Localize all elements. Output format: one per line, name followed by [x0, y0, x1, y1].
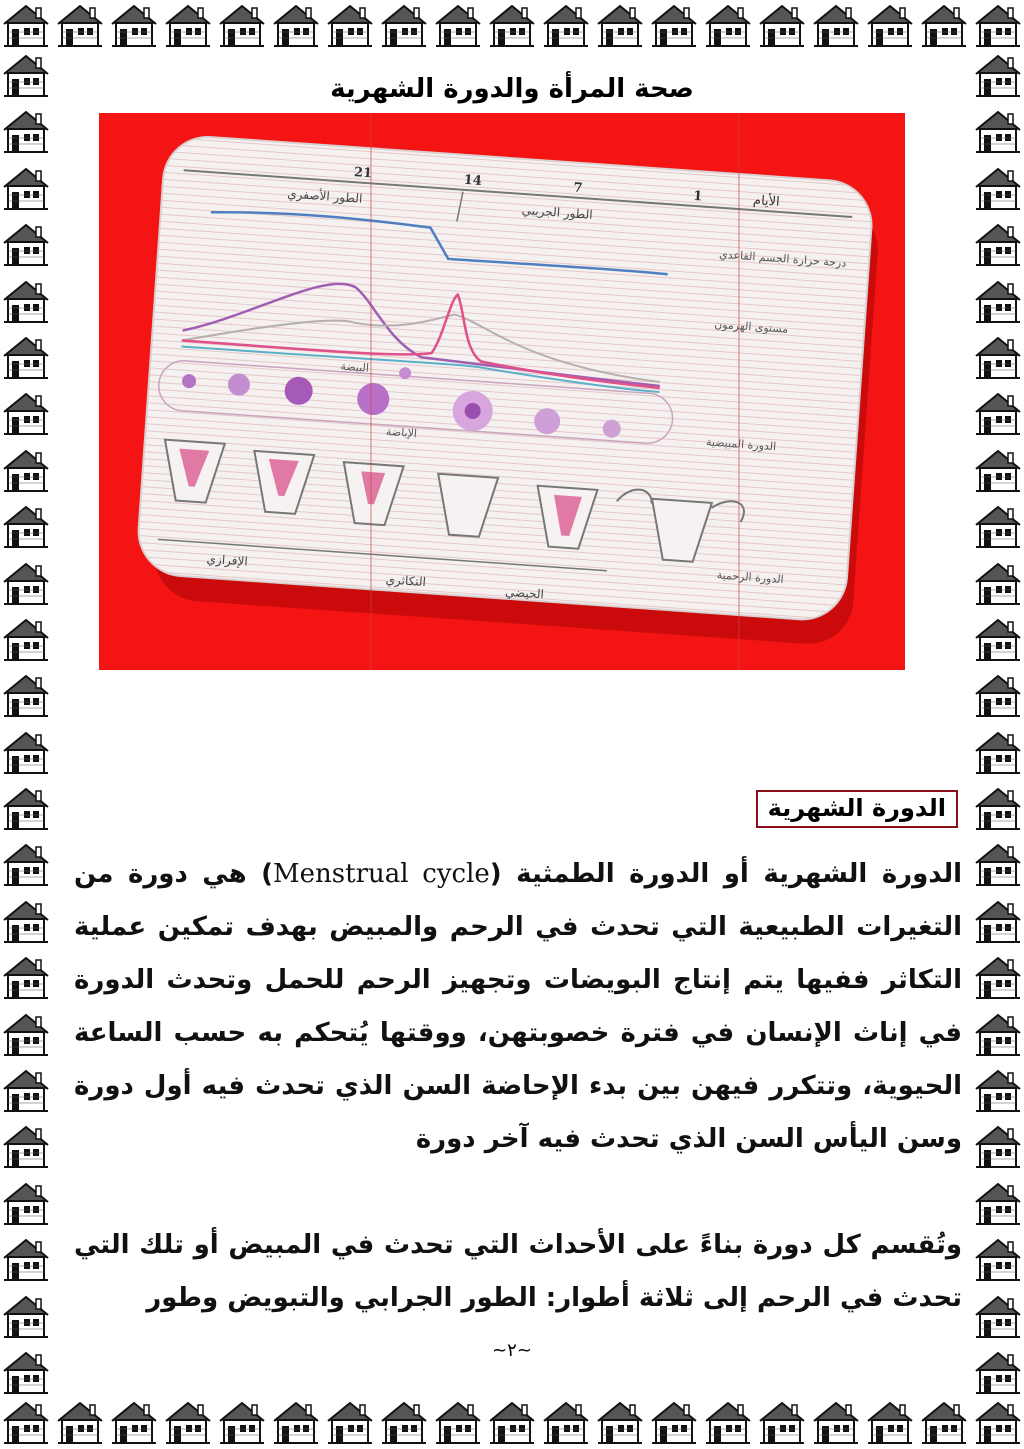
house-icon: [594, 1399, 646, 1447]
house-icon: [0, 108, 52, 156]
house-icon: [810, 1399, 862, 1447]
bottom-border: [0, 1399, 1024, 1447]
house-icon: [216, 2, 268, 50]
house-icon: [378, 1399, 430, 1447]
paragraph-1-latin-term: Menstrual cycle: [273, 859, 490, 889]
house-icon: [270, 2, 322, 50]
paragraph-2: وتُقسم كل دورة بناءً على الأحداث التي تحدث في المبيض أو تلك التي تحدث في الرحم إلى ثلاثة أطوار: الطور الجرابي والتبويض وطور: [74, 1230, 962, 1313]
uterine-cycle-label: الدورة الرحمية: [716, 568, 785, 587]
day-21-label: 21: [353, 165, 373, 182]
house-icon: [864, 2, 916, 50]
house-icon: [0, 2, 52, 50]
house-icon: [756, 2, 808, 50]
house-icon: [0, 1349, 52, 1397]
house-icon: [486, 1399, 538, 1447]
house-icon: [972, 785, 1024, 833]
house-icon: [648, 1399, 700, 1447]
left-border: [0, 52, 52, 1397]
house-icon: [702, 1399, 754, 1447]
house-icon: [0, 447, 52, 495]
house-icon: [54, 1399, 106, 1447]
house-icon: [432, 1399, 484, 1447]
house-icon: [0, 616, 52, 664]
house-icon: [972, 1067, 1024, 1115]
page-title: صحة المرأة والدورة الشهرية: [330, 74, 694, 104]
day-1-label: 1: [692, 188, 703, 205]
house-icon: [0, 221, 52, 269]
house-icon: [810, 2, 862, 50]
house-icon: [972, 1399, 1024, 1447]
house-icon: [972, 2, 1024, 50]
house-icon: [0, 1123, 52, 1171]
hormone-level-label: مستوى الهرمون: [713, 317, 789, 336]
house-icon: [972, 52, 1024, 100]
house-icon: [486, 2, 538, 50]
house-icon: [918, 1399, 970, 1447]
paragraph-1-rest: ) هي دورة من التغيرات الطبيعية التي تحدث في الرحم والمبيض بهدف تمكين عملية التكاثر ففيها يتم إنتاج البويضات وتجهيز الرحم للحمل وتحدث الدورة في إناث الإنسان في فترة خصوبتهن، ووقتها يُتحكم به حسب الساعة الحيوية، وتتكرر فيهن بين بدء الإحاضة السن الذي تحدث فيه أول دورة وسن اليأس السن الذي تحدث فيه آخر دورة: [74, 859, 962, 1154]
house-icon: [918, 2, 970, 50]
house-icon: [0, 1399, 52, 1447]
house-icon: [0, 503, 52, 551]
house-icon: [162, 2, 214, 50]
house-icon: [0, 1067, 52, 1115]
luteal-phase-label: الطور الأصفري: [286, 186, 363, 206]
house-icon: [864, 1399, 916, 1447]
page-number: ~٢~: [492, 1340, 532, 1361]
house-icon: [540, 1399, 592, 1447]
house-icon: [378, 2, 430, 50]
house-icon: [0, 729, 52, 777]
body-text: [74, 848, 962, 1325]
house-icon: [54, 2, 106, 50]
house-icon: [0, 52, 52, 100]
ovulation-label: الإباضة: [385, 425, 418, 441]
house-icon: [972, 390, 1024, 438]
house-icon: [972, 1236, 1024, 1284]
menstrual-cycle-diagram: [99, 113, 905, 670]
house-icon: [0, 165, 52, 213]
house-icon: [324, 2, 376, 50]
menstrual-label: الحيضي: [504, 584, 545, 602]
house-icon: [972, 672, 1024, 720]
ovarian-cycle-label: الدورة المبيضية: [705, 435, 777, 454]
house-icon: [972, 560, 1024, 608]
house-icon: [0, 560, 52, 608]
house-icon: [972, 616, 1024, 664]
house-icon: [594, 2, 646, 50]
house-icon: [324, 1399, 376, 1447]
house-icon: [162, 1399, 214, 1447]
house-icon: [0, 390, 52, 438]
house-icon: [972, 447, 1024, 495]
house-icon: [756, 1399, 808, 1447]
house-icon: [0, 672, 52, 720]
house-icon: [972, 1123, 1024, 1171]
house-icon: [972, 841, 1024, 889]
house-icon: [648, 2, 700, 50]
proliferative-label: التكاثري: [385, 572, 427, 590]
right-border: [972, 52, 1024, 1397]
day-7-label: 7: [572, 180, 584, 197]
house-icon: [0, 278, 52, 326]
house-icon: [972, 503, 1024, 551]
days-label: الأيام: [752, 193, 781, 210]
house-icon: [702, 2, 754, 50]
house-icon: [108, 2, 160, 50]
follicular-phase-label: الطور الجريبي: [521, 202, 594, 222]
menstrual-cycle-figure: [99, 113, 905, 670]
house-icon: [0, 898, 52, 946]
house-icon: [972, 954, 1024, 1002]
house-icon: [0, 954, 52, 1002]
house-icon: [972, 1011, 1024, 1059]
house-icon: [972, 108, 1024, 156]
house-icon: [0, 841, 52, 889]
paragraph-1-start: الدورة الشهرية أو الدورة الطمثية (: [489, 859, 963, 889]
house-icon: [0, 1293, 52, 1341]
house-icon: [972, 165, 1024, 213]
house-icon: [972, 334, 1024, 382]
house-icon: [432, 2, 484, 50]
house-icon: [108, 1399, 160, 1447]
house-icon: [972, 278, 1024, 326]
egg-label: البيضة: [340, 359, 370, 375]
day-14-label: 14: [463, 172, 483, 190]
house-icon: [972, 1293, 1024, 1341]
section-heading: الدورة الشهرية: [756, 790, 958, 828]
house-icon: [972, 898, 1024, 946]
secretory-label: الإفرازي: [206, 551, 249, 569]
house-icon: [0, 1180, 52, 1228]
house-icon: [972, 1349, 1024, 1397]
house-icon: [972, 729, 1024, 777]
top-border: [0, 2, 1024, 50]
house-icon: [0, 1011, 52, 1059]
house-icon: [270, 1399, 322, 1447]
house-icon: [0, 785, 52, 833]
house-icon: [972, 221, 1024, 269]
house-icon: [0, 1236, 52, 1284]
house-icon: [216, 1399, 268, 1447]
body-temp-label: درجة حرارة الجسم القاعدي: [718, 247, 847, 270]
paragraph-1: [74, 848, 962, 1166]
house-icon: [972, 1180, 1024, 1228]
house-icon: [540, 2, 592, 50]
house-icon: [0, 334, 52, 382]
